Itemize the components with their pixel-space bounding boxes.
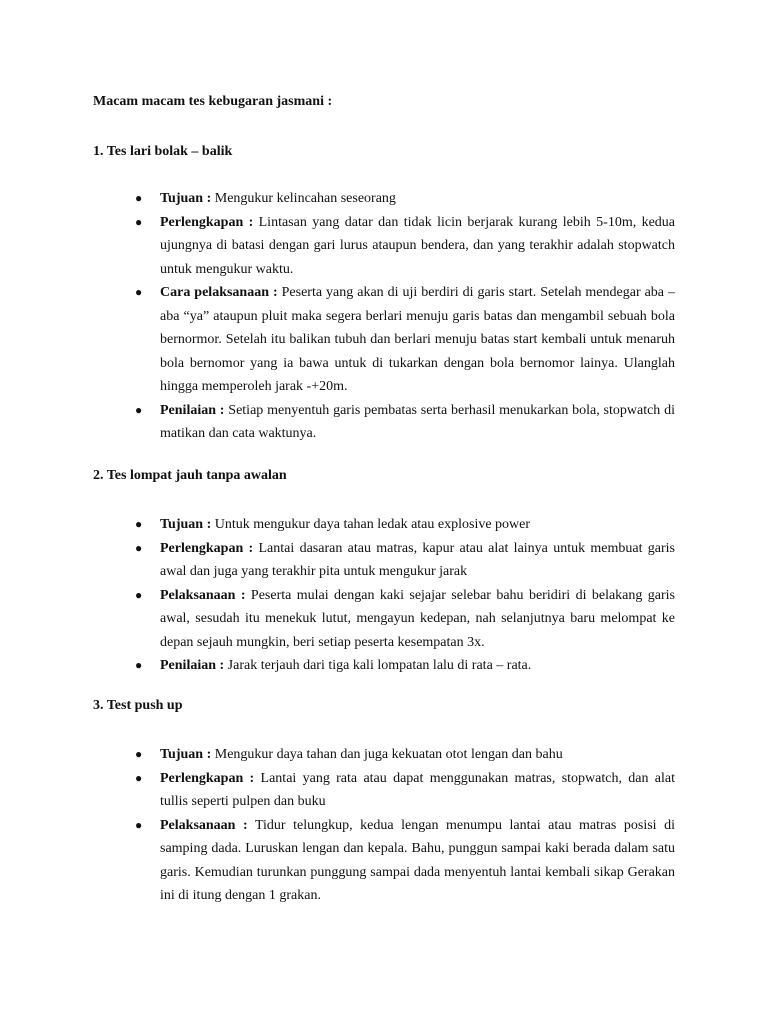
- item-text: Jarak terjauh dari tiga kali lompatan lalu di rata – rata.: [224, 658, 532, 673]
- item-text: Setiap menyentuh garis pembatas serta berhasil menukarkan bola, stopwatch di matikan dan cata waktunya.: [160, 402, 676, 441]
- item-label: Tujuan :: [160, 191, 212, 206]
- item-text: Untuk mengukur daya tahan ledak atau explosive power: [211, 517, 531, 532]
- item-text: Mengukur daya tahan dan juga kekuatan otot lengan dan bahu: [211, 747, 563, 762]
- item-label: Perlengkapan :: [160, 540, 254, 556]
- item-text: Peserta mulai dengan kaki sejajar selebar bahu beridiri di belakang garis awal, sesudah itu menekuk lutut, mengayun kedepan, nah selanjutnya baru melompat ke depan sejauh mungkin, beri setiap peserta kesempatan 3x.: [160, 587, 675, 650]
- bullet-icon: ●: [135, 540, 143, 555]
- bullet-icon: ●: [135, 770, 143, 785]
- bullet-list-section-1: [135, 187, 675, 446]
- item-text: Mengukur kelincahan seseorang: [211, 191, 396, 206]
- list-item: [135, 743, 675, 767]
- item-label: Penilaian :: [160, 402, 225, 418]
- section-heading-tes-lompat-jauh: 2. Tes lompat jauh tanpa awalan: [93, 468, 287, 483]
- bullet-icon: ●: [135, 402, 143, 417]
- item-label: Tujuan :: [160, 517, 212, 532]
- bullet-icon: ●: [135, 817, 143, 832]
- list-item: [135, 281, 675, 399]
- list-item: [135, 211, 675, 282]
- bullet-icon: ●: [135, 517, 143, 531]
- item-label: Tujuan :: [160, 747, 212, 762]
- document-title: Macam macam tes kebugaran jasmani :: [93, 94, 333, 109]
- list-item: [135, 399, 675, 446]
- list-item: [135, 654, 675, 678]
- list-item: [135, 767, 675, 814]
- item-label: Perlengkapan :: [160, 214, 254, 230]
- item-text: Lintasan yang datar dan tidak licin berjarak kurang lebih 5-10m, kedua ujungnya di batasi dengan gari lurus ataupun bendera, dan yang terakhir adalah stopwatch untuk mengukur waktu.: [160, 214, 675, 277]
- section-heading-test-push-up: 3. Test push up: [93, 698, 183, 713]
- item-text: Lantai yang rata atau dapat menggunakan matras, stopwatch, dan alat tullis seperti pulpen dan buku: [160, 770, 676, 809]
- list-item: [135, 513, 675, 537]
- bullet-icon: ●: [135, 658, 143, 672]
- item-label: Perlengkapan :: [160, 770, 255, 786]
- list-item: [135, 537, 675, 584]
- bullet-list-section-3: [135, 743, 675, 908]
- section-heading-tes-lari-bolak-balik: 1. Tes lari bolak – balik: [93, 144, 233, 159]
- item-text: Lantai dasaran atau matras, kapur atau alat lainya untuk membuat garis awal dan juga yang terakhir pita untuk mengukur jarak: [160, 540, 676, 579]
- list-item: [135, 584, 675, 655]
- bullet-icon: ●: [135, 191, 143, 205]
- item-label: Pelaksanaan :: [160, 587, 246, 603]
- item-label: Pelaksanaan :: [160, 817, 248, 833]
- item-label: Penilaian :: [160, 658, 225, 673]
- item-text: Peserta yang akan di uji berdiri di garis start. Setelah mendegar aba – aba “ya” ataupun pluit maka segera berlari menuju garis batas dan mengambil sebuah bola bernormor. Setelah itu balikan tubuh dan berlari menuju batas start kembali untuk menaruh bola bernomor yang ia bawa untuk di tukarkan dengan bola bernomor lainya. Ulanglah hingga memperoleh jarak -+20m.: [160, 285, 676, 394]
- list-item: [135, 814, 675, 908]
- bullet-list-section-2: [135, 513, 675, 678]
- item-label: Cara pelaksanaan :: [160, 285, 278, 300]
- bullet-icon: ●: [135, 214, 143, 229]
- bullet-icon: ●: [135, 587, 143, 602]
- list-item: [135, 187, 675, 211]
- bullet-icon: ●: [135, 285, 143, 299]
- item-text: Tidur telungkup, kedua lengan menumpu lantai atau matras posisi di samping dada. Luruskan lengan dan kepala. Bahu, punggun sampai kaki berada dalam satu garis. Kemudian turunkan punggung sampai dada menyentuh lantai kembali sikap Gerakan ini di itung dengan 1 grakan.: [160, 817, 675, 903]
- bullet-icon: ●: [135, 747, 143, 761]
